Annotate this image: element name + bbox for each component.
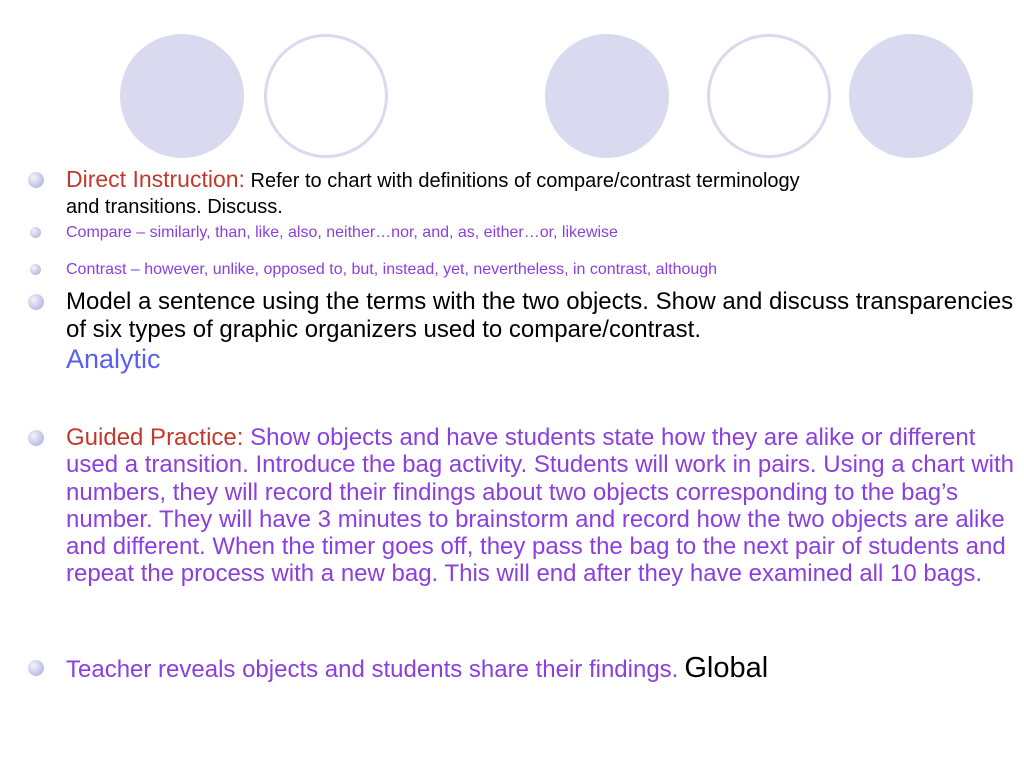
bullet-icon xyxy=(30,264,41,275)
compare-text: Compare – similarly, than, like, also, neither…nor, and, as, either…or, likewise xyxy=(66,224,618,241)
decorative-circle-filled xyxy=(120,34,244,158)
decorative-circle-filled xyxy=(545,34,669,158)
guided-practice-text: Show objects and have students state how they are alike or different used a transition. Introduce the bag activity. Students will work in pairs. Using a chart with numbers, they will record their findings about two objects corresponding to the bag’s number. They will have 3 minutes to brainstorm and record how the two objects are alike and different. When the timer goes off, they pass the bag to the next pair of students and repeat the process with a new bag. This will end after they have examined all 10 bags. xyxy=(66,424,1015,588)
decorative-circle-filled xyxy=(849,34,973,158)
bullet-icon xyxy=(28,172,44,188)
direct-instruction-heading: Direct Instruction: xyxy=(66,166,245,192)
analytic-tag: Analytic xyxy=(66,344,161,374)
contrast-text: Contrast – however, unlike, opposed to, but, instead, yet, nevertheless, in contrast, although xyxy=(66,261,718,278)
direct-instruction-text-continued: and transitions. Discuss. xyxy=(66,196,283,218)
bullet-guided-practice xyxy=(66,424,1014,588)
guided-practice-heading: Guided Practice: xyxy=(66,424,244,451)
teacher-reveals-text: Teacher reveals objects and students share their findings. xyxy=(66,656,679,683)
bullet-icon xyxy=(28,660,44,676)
direct-instruction-text: Refer to chart with definitions of compare/contrast terminology xyxy=(244,170,800,192)
decorative-circle-outline xyxy=(264,34,388,158)
global-tag: Global xyxy=(684,652,769,684)
bullet-icon xyxy=(30,227,41,238)
bullet-model-sentence xyxy=(66,288,1014,375)
bullet-contrast xyxy=(66,260,1014,280)
bullet-direct-instruction xyxy=(66,166,1014,219)
decorative-circle-outline xyxy=(707,34,831,158)
bullet-teacher-reveals xyxy=(66,649,1014,689)
bullet-icon xyxy=(28,430,44,446)
bullet-icon xyxy=(28,294,44,310)
bullet-compare xyxy=(66,223,1014,243)
model-sentence-text: Model a sentence using the terms with the two objects. Show and discuss transparencies of six types of graphic organizers used to compare/contrast. xyxy=(66,288,1014,343)
